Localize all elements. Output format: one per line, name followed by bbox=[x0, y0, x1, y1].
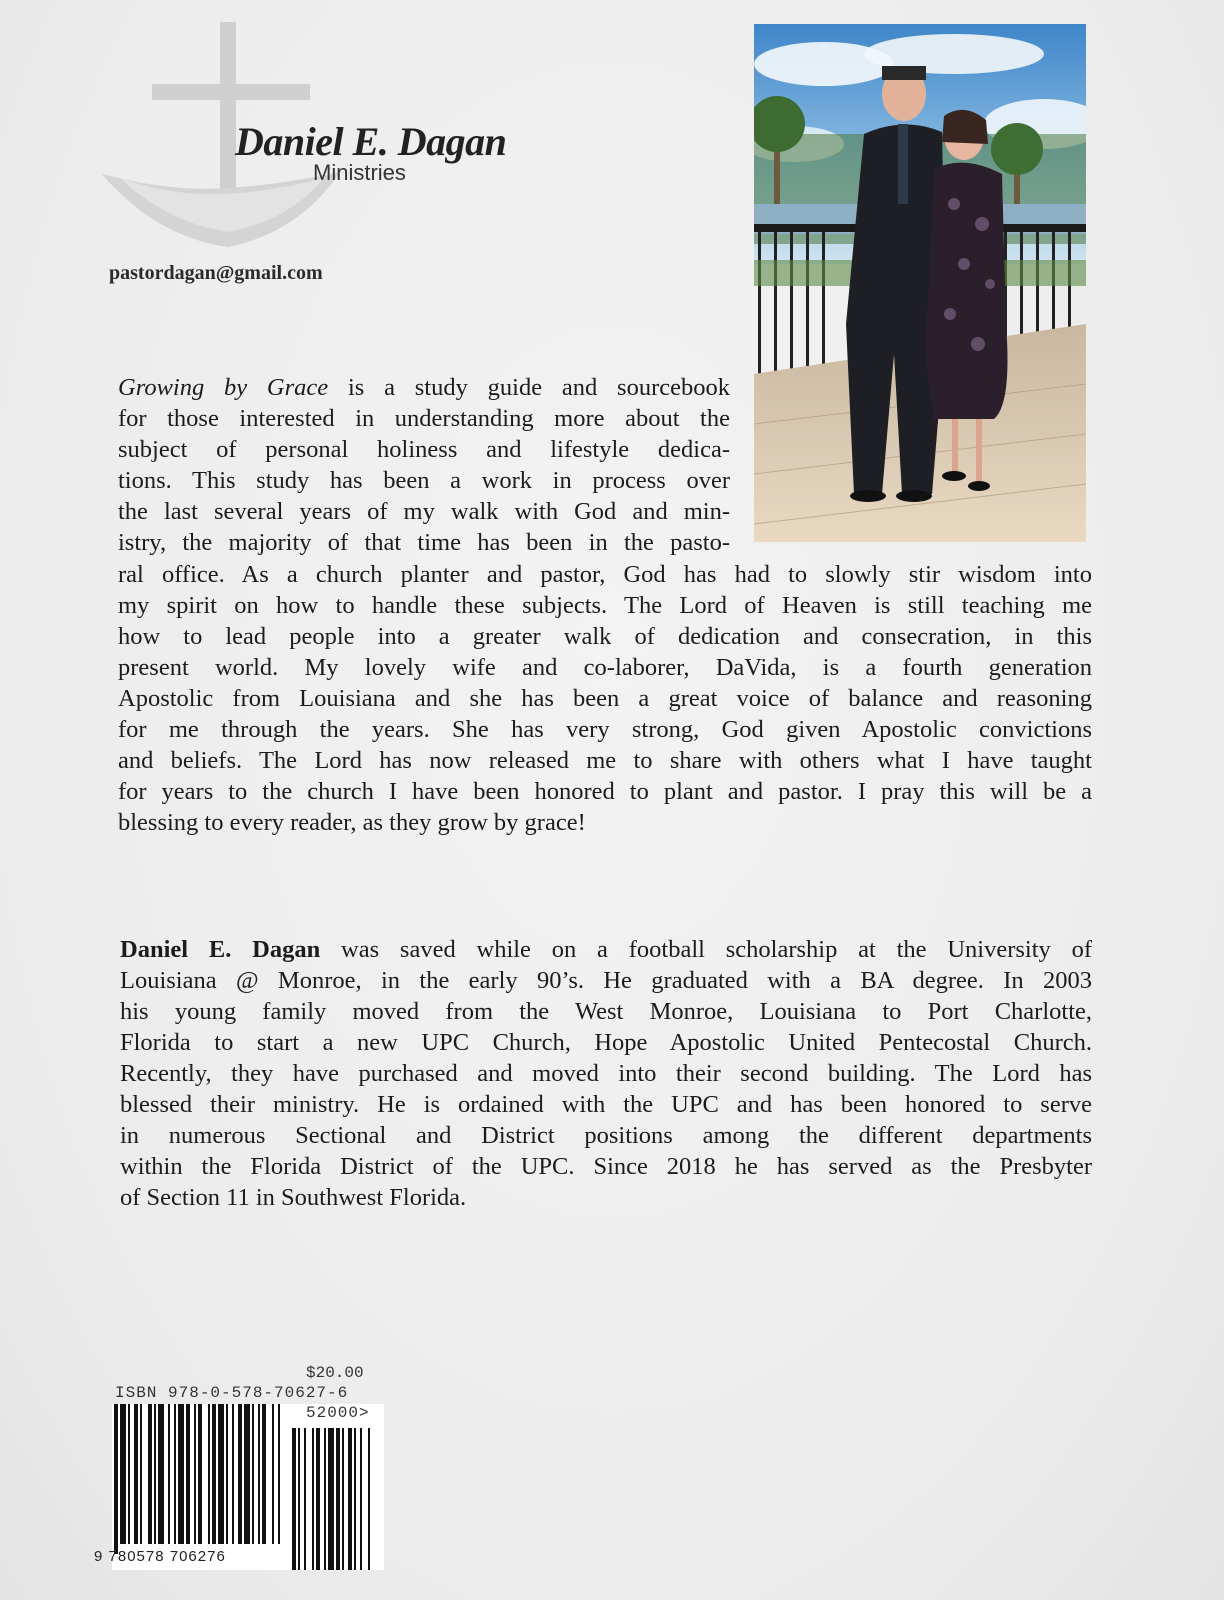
description-paragraph-wide bbox=[118, 559, 1092, 838]
logo-name: Daniel E. Dagan bbox=[235, 119, 507, 164]
ministry-logo bbox=[100, 22, 520, 257]
description-paragraph-narrow bbox=[118, 372, 730, 558]
author-bio bbox=[120, 934, 1092, 1213]
text-line: for years to the church I have been honored to plant and pastor. I pray this will be a bbox=[118, 778, 1092, 805]
text-line: present world. My lovely wife and co-laborer, DaVida, is a fourth generation bbox=[118, 654, 1092, 681]
text-line: my spirit on how to handle these subjects. The Lord of Heaven is still teaching me bbox=[118, 592, 1092, 619]
text-line: the last several years of my walk with God and min- bbox=[118, 498, 730, 525]
text-line: Louisiana @ Monroe, in the early 90’s. He graduated with a BA degree. In 2003 bbox=[120, 967, 1092, 994]
book-title: Growing by Grace bbox=[118, 374, 329, 401]
text-line: in numerous Sectional and District positions among the different departments bbox=[120, 1122, 1092, 1149]
text-line: of Section 11 in Southwest Florida. bbox=[120, 1184, 467, 1211]
isbn-label: ISBN 978-0-578-70627-6 bbox=[115, 1384, 349, 1402]
text-line: Apostolic from Louisiana and she has been a great voice of balance and reasoning bbox=[118, 685, 1092, 712]
text-line: subject of personal holiness and lifestyle dedica- bbox=[118, 436, 730, 463]
text-line: his young family moved from the West Monroe, Louisiana to Port Charlotte, bbox=[120, 998, 1092, 1025]
text-line: blessed their ministry. He is ordained with the UPC and has been honored to serve bbox=[120, 1091, 1092, 1118]
text-line: tions. This study has been a work in process over bbox=[118, 467, 730, 494]
contact-email[interactable]: pastordagan@gmail.com bbox=[109, 262, 323, 284]
couple-photo bbox=[754, 24, 1086, 542]
price-label: $20.00 bbox=[306, 1364, 364, 1382]
text-line: Daniel E. Dagan was saved while on a football scholarship at the University of bbox=[120, 936, 1092, 963]
text-line: Growing by Grace is a study guide and sourcebook bbox=[118, 374, 730, 401]
text-line: istry, the majority of that time has been in the pasto- bbox=[118, 529, 730, 556]
text-line: how to lead people into a greater walk of dedication and consecration, in this bbox=[118, 623, 1092, 650]
addon-code: 52000> bbox=[306, 1404, 370, 1422]
isbn-barcode bbox=[112, 1404, 384, 1570]
text-line: blessing to every reader, as they grow by grace! bbox=[118, 809, 586, 836]
text-line: Florida to start a new UPC Church, Hope Apostolic United Pentecostal Church. bbox=[120, 1029, 1092, 1056]
barcode-digits: 9 780578 706276 bbox=[94, 1548, 226, 1565]
logo-subtitle: Ministries bbox=[313, 160, 406, 185]
author-name: Daniel E. Dagan bbox=[120, 936, 321, 963]
text-line: within the Florida District of the UPC. Since 2018 he has served as the Presbyter bbox=[120, 1153, 1092, 1180]
text-line: Recently, they have purchased and moved into their second building. The Lord has bbox=[120, 1060, 1092, 1087]
text-line: for those interested in understanding more about the bbox=[118, 405, 730, 432]
text-line: ral office. As a church planter and pastor, God has had to slowly stir wisdom into bbox=[118, 561, 1092, 588]
text-line: and beliefs. The Lord has now released me to share with others what I have taught bbox=[118, 747, 1092, 774]
text-line: for me through the years. She has very strong, God given Apostolic convictions bbox=[118, 716, 1092, 743]
